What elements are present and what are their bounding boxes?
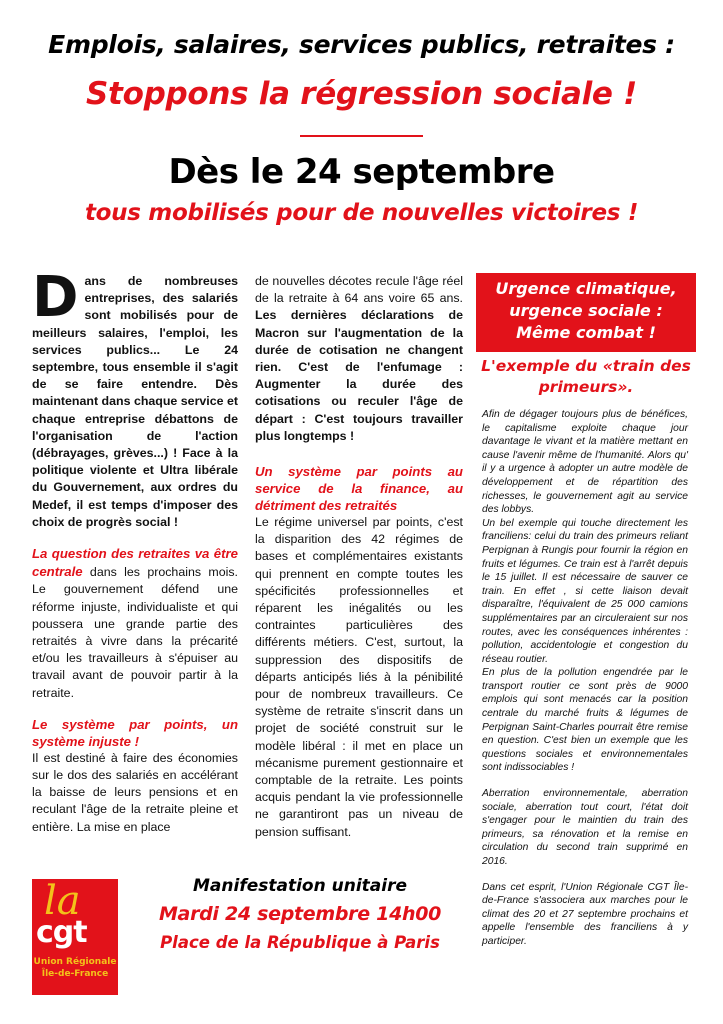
decotes-paragraph xyxy=(255,273,463,445)
climate-box-title: Urgence climatique, urgence sociale : Même combat ! xyxy=(476,273,696,352)
cgt-logo xyxy=(32,879,118,995)
headline-call: tous mobilisés pour de nouvelles victoires ! xyxy=(84,200,639,226)
logo-la-text: la xyxy=(44,879,81,924)
points-system-heading: Le système par points, un système injuste ! xyxy=(32,716,238,749)
divider xyxy=(300,135,423,137)
manif-title: Manifestation unitaire xyxy=(193,876,407,896)
headline-topics: Emplois, salaires, services publics, retraites : xyxy=(48,30,675,59)
intro-text: ans de nombreuses entreprises, des salariés sont mobilisés pour de meilleurs salaires, l'emploi, les services publics... Le 24 septembre, tous ensemble il s'agit de se faire entendre. Dès maintenant dans chaque service et chaque entreprise débattons de l'organisation de l'action (débrayages, grèves...) ! Face à la politique violente et Ultra libérale du Gouvernement, aux ordres du Medef, il est temps d'imposer des choix de progrès social ! xyxy=(32,274,238,529)
logo-region-text: Île-de-France xyxy=(41,969,109,979)
decotes-text: de nouvelles décotes recule l'âge réel de la retraite à 64 ans voire 65 ans. xyxy=(255,274,463,306)
intro-paragraph xyxy=(32,265,238,531)
headline-date: Dès le 24 septembre xyxy=(168,152,555,192)
climate-p4: Aberration environnementale, aberration sociale, aberration tout court, l'état doit s'engager pour le maintien du train des primeurs, sa rénovation et la remise en circulation du second train supprimé en 2016. xyxy=(482,788,688,867)
column-1 xyxy=(32,265,238,836)
column-2 xyxy=(255,273,463,841)
column-3 xyxy=(476,273,696,993)
logo-cgt-text: cgt xyxy=(36,915,87,950)
climate-p3: En plus de la pollution engendrée par le transport routier ce sont près de 9000 emplois qui sont menacés car la position centrale du marché fruits & légumes de Perpignan Saint-Charles pourrait être remise en question. C'est bien un exemple que les questions sociales et environnementales sont indissociables ! xyxy=(482,667,688,774)
macron-text: Les dernières déclarations de Macron sur l'augmentation de la durée de cotisation ne changent rien. C'est de l'enfumage : Augmenter la durée des cotisations ou reculer l'âge de départ : C'est toujours travailler plus longtemps ! xyxy=(255,308,463,443)
climate-p1: Afin de dégager toujours plus de bénéfices, le capitalisme exploite chaque jour davantage le vivant et la matière mettant en cause l'avenir même de l'humanité. Alors qu' il y a urgence à adopter un autre modèle de développement et de répartition des richesses, le gouvernement agit au service des lobbys. xyxy=(482,409,688,516)
universal-regime-text: Le régime universel par points, c'est la disparition des 42 régimes de bases et complémentaires existants qui prennent en compte toutes les spécificités professionnelles et réparent les inégalités ou les contraintes particulières des différents métiers. C'est, surtout, la suppression des dispositifs de départs anticipés liés à la pénibilité pour de nombreux travailleurs. Ce système de retraite s'inscrit dans un projet de société construit sur le modèle libéral : il met en place un mécanisme purement gestionnaire et comptable de la retraite. Les points acquis pendant la vie professionnelle ne garantiront pas un niveau de pension suffisant. xyxy=(255,515,463,839)
climate-p5: Dans cet esprit, l'Union Régionale CGT Île-de-France s'associera aux marches pour le climat des 20 et 27 septembre prochains et appelle l'ensemble des franciliens à y participer. xyxy=(482,881,688,947)
retirement-paragraph xyxy=(32,545,238,702)
logo-union-text: Union Régionale xyxy=(33,957,117,967)
manif-date: Mardi 24 septembre 14h00 xyxy=(158,903,442,925)
points-system-text: Il est destiné à faire des économies sur le dos des salariés en accélérant la baisse de leurs pensions et en reculant l'âge de la retraite pleine et entière. La mise en place xyxy=(32,750,238,834)
retirement-text: dans les prochains mois. Le gouvernement défend une réforme injuste, individualiste et qui poussera une grande partie des retraités à vivre dans la précarité et/ou les travailleurs à s'épuiser au travail avant de pouvoir partir à la retraite. xyxy=(32,565,238,700)
climate-p2: Un bel exemple qui touche directement les franciliens: celui du train des primeurs reliant Perpignan à Rungis pour fournir la région en fruits et légumes. Ce train est à l'arrêt depuis le 15 juillet. Il est nécessaire de sauver ce train. En effet , si cette liaison devait disparaître, l'équivalent de 25 000 camions supplémentaires par an circuleraient sur nos routes, avec les conséquences inhérentes : pollution, accidentologie et congestion du réseau routier. xyxy=(482,517,688,665)
drop-cap: D xyxy=(32,265,79,330)
retirement-heading: La question des retraites va être centrale xyxy=(32,546,238,580)
train-subtitle: L'exemple du «train des primeurs». xyxy=(481,357,691,396)
manif-place: Place de la République à Paris xyxy=(160,933,440,952)
finance-heading: Un système par points au service de la finance, au détriment des retraités xyxy=(255,464,463,514)
headline-main: Stoppons la régression sociale ! xyxy=(86,76,637,112)
